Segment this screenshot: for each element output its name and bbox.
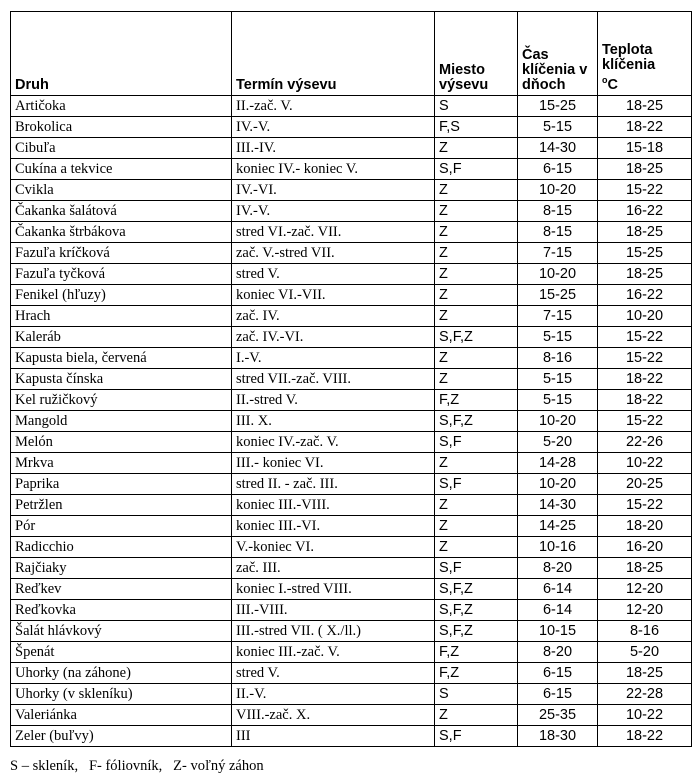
miesto-cell: Z: [435, 495, 518, 516]
table-row: [11, 663, 692, 684]
table-row: [11, 348, 692, 369]
vegetable-sowing-table-container: [10, 11, 691, 747]
cas-cell: 5-15: [518, 390, 598, 411]
druh-cell: Kapusta čínska: [11, 369, 232, 390]
termin-cell: II.-zač. V.: [232, 96, 435, 117]
druh-cell: Kapusta biela, červená: [11, 348, 232, 369]
termin-cell: I.-V.: [232, 348, 435, 369]
druh-cell: Kaleráb: [11, 327, 232, 348]
druh-cell: Cibuľa: [11, 138, 232, 159]
teplota-cell: 10-22: [598, 705, 692, 726]
cas-cell: 10-15: [518, 621, 598, 642]
termin-cell: II.-V.: [232, 684, 435, 705]
teplota-cell: 12-20: [598, 579, 692, 600]
table-row: [11, 516, 692, 537]
teplota-cell: 15-22: [598, 411, 692, 432]
header-druh: Druh: [11, 12, 232, 96]
table-row: [11, 369, 692, 390]
header-teplota-unit: [602, 73, 687, 93]
termin-cell: koniec III.-VI.: [232, 516, 435, 537]
table-row: [11, 453, 692, 474]
druh-cell: Šalát hlávkový: [11, 621, 232, 642]
druh-cell: Cvikla: [11, 180, 232, 201]
vegetable-sowing-table: [10, 11, 692, 747]
termin-cell: koniec VI.-VII.: [232, 285, 435, 306]
cas-cell: 5-15: [518, 117, 598, 138]
miesto-cell: Z: [435, 201, 518, 222]
header-teplota-klicenia: [598, 12, 692, 96]
table-row: [11, 327, 692, 348]
table-row: [11, 411, 692, 432]
cas-cell: 8-20: [518, 558, 598, 579]
miesto-cell: Z: [435, 222, 518, 243]
termin-cell: koniec III.-VIII.: [232, 495, 435, 516]
miesto-cell: Z: [435, 138, 518, 159]
cas-cell: 6-15: [518, 159, 598, 180]
teplota-cell: 15-22: [598, 495, 692, 516]
cas-cell: 18-30: [518, 726, 598, 747]
teplota-cell: 18-22: [598, 117, 692, 138]
druh-cell: Hrach: [11, 306, 232, 327]
legend-note: S – skleník, F- fóliovník, Z- voľný záhon: [10, 758, 264, 774]
cas-cell: 5-15: [518, 327, 598, 348]
termin-cell: zač. III.: [232, 558, 435, 579]
teplota-cell: 18-25: [598, 159, 692, 180]
teplota-cell: 10-22: [598, 453, 692, 474]
teplota-cell: 16-20: [598, 537, 692, 558]
cas-cell: 8-16: [518, 348, 598, 369]
teplota-cell: 18-22: [598, 369, 692, 390]
miesto-cell: F,Z: [435, 390, 518, 411]
teplota-cell: 15-18: [598, 138, 692, 159]
termin-cell: III.-stred VII. ( X./ll.): [232, 621, 435, 642]
druh-cell: Artičoka: [11, 96, 232, 117]
druh-cell: Pór: [11, 516, 232, 537]
cas-cell: 8-20: [518, 642, 598, 663]
druh-cell: Fazuľa tyčková: [11, 264, 232, 285]
table-row: [11, 495, 692, 516]
miesto-cell: Z: [435, 285, 518, 306]
druh-cell: Fenikel (hľuzy): [11, 285, 232, 306]
teplota-cell: 16-22: [598, 201, 692, 222]
termin-cell: III.-VIII.: [232, 600, 435, 621]
cas-cell: 5-15: [518, 369, 598, 390]
cas-cell: 6-14: [518, 579, 598, 600]
cas-cell: 14-30: [518, 138, 598, 159]
header-miesto-vysevu: [435, 12, 518, 96]
header-termin-vysevu: Termín výsevu: [232, 12, 435, 96]
miesto-cell: S,F,Z: [435, 621, 518, 642]
table-row: [11, 264, 692, 285]
teplota-cell: 18-25: [598, 663, 692, 684]
cas-cell: 25-35: [518, 705, 598, 726]
miesto-cell: S,F: [435, 159, 518, 180]
cas-cell: 8-15: [518, 201, 598, 222]
table-row: [11, 117, 692, 138]
druh-cell: Mrkva: [11, 453, 232, 474]
druh-cell: Reďkovka: [11, 600, 232, 621]
table-row: [11, 621, 692, 642]
termin-cell: zač. IV.: [232, 306, 435, 327]
druh-cell: Reďkev: [11, 579, 232, 600]
termin-cell: III. X.: [232, 411, 435, 432]
degree-symbol: o: [602, 75, 608, 85]
table-row: [11, 684, 692, 705]
cas-cell: 6-15: [518, 684, 598, 705]
teplota-cell: 10-20: [598, 306, 692, 327]
termin-cell: koniec I.-stred VIII.: [232, 579, 435, 600]
cas-cell: 6-15: [518, 663, 598, 684]
druh-cell: Valeriánka: [11, 705, 232, 726]
table-row: [11, 537, 692, 558]
termin-cell: zač. IV.-VI.: [232, 327, 435, 348]
druh-cell: Paprika: [11, 474, 232, 495]
miesto-cell: F,Z: [435, 663, 518, 684]
table-row: [11, 201, 692, 222]
table-row: [11, 159, 692, 180]
teplota-cell: 5-20: [598, 642, 692, 663]
cas-cell: 10-20: [518, 474, 598, 495]
miesto-cell: S,F: [435, 726, 518, 747]
druh-cell: Čakanka štrbákova: [11, 222, 232, 243]
cas-cell: 10-16: [518, 537, 598, 558]
table-row: [11, 222, 692, 243]
header-cas-label: Čas klíčenia v dňoch: [522, 47, 588, 93]
miesto-cell: S,F,Z: [435, 600, 518, 621]
teplota-cell: 18-25: [598, 96, 692, 117]
druh-cell: Čakanka šalátová: [11, 201, 232, 222]
termin-cell: koniec IV.- koniec V.: [232, 159, 435, 180]
miesto-cell: S: [435, 96, 518, 117]
termin-cell: stred V.: [232, 264, 435, 285]
cas-cell: 8-15: [518, 222, 598, 243]
miesto-cell: S,F,Z: [435, 579, 518, 600]
druh-cell: Zeler (buľvy): [11, 726, 232, 747]
teplota-cell: 15-22: [598, 327, 692, 348]
miesto-cell: S: [435, 684, 518, 705]
miesto-cell: S,F,Z: [435, 327, 518, 348]
cas-cell: 5-20: [518, 432, 598, 453]
table-row: [11, 96, 692, 117]
table-row: [11, 474, 692, 495]
termin-cell: zač. V.-stred VII.: [232, 243, 435, 264]
teplota-cell: 18-25: [598, 558, 692, 579]
table-row: [11, 180, 692, 201]
teplota-cell: 12-20: [598, 600, 692, 621]
teplota-cell: 8-16: [598, 621, 692, 642]
teplota-cell: 16-22: [598, 285, 692, 306]
miesto-cell: Z: [435, 705, 518, 726]
cas-cell: 7-15: [518, 306, 598, 327]
termin-cell: stred VII.-zač. VIII.: [232, 369, 435, 390]
termin-cell: VIII.-zač. X.: [232, 705, 435, 726]
header-teplota-label: Teplota klíčenia: [602, 42, 656, 73]
miesto-cell: Z: [435, 369, 518, 390]
druh-cell: Rajčiaky: [11, 558, 232, 579]
teplota-cell: 18-20: [598, 516, 692, 537]
druh-cell: Petržlen: [11, 495, 232, 516]
teplota-cell: 18-22: [598, 390, 692, 411]
table-row: [11, 432, 692, 453]
miesto-cell: Z: [435, 243, 518, 264]
teplota-cell: 18-25: [598, 264, 692, 285]
table-row: [11, 600, 692, 621]
termin-cell: IV.-V.: [232, 201, 435, 222]
termin-cell: III.-IV.: [232, 138, 435, 159]
header-miesto-label: Miesto výsevu: [439, 62, 489, 93]
termin-cell: stred II. - zač. III.: [232, 474, 435, 495]
cas-cell: 10-20: [518, 264, 598, 285]
termin-cell: II.-stred V.: [232, 390, 435, 411]
table-row: [11, 726, 692, 747]
cas-cell: 10-20: [518, 180, 598, 201]
table-body: [11, 96, 692, 747]
miesto-cell: F,S: [435, 117, 518, 138]
druh-cell: Kel ružičkový: [11, 390, 232, 411]
cas-cell: 15-25: [518, 96, 598, 117]
termin-cell: IV.-VI.: [232, 180, 435, 201]
druh-cell: Cukína a tekvice: [11, 159, 232, 180]
miesto-cell: S,F: [435, 474, 518, 495]
teplota-cell: 18-22: [598, 726, 692, 747]
miesto-cell: Z: [435, 516, 518, 537]
druh-cell: Špenát: [11, 642, 232, 663]
table-row: [11, 642, 692, 663]
miesto-cell: F,Z: [435, 642, 518, 663]
druh-cell: Uhorky (na záhone): [11, 663, 232, 684]
celsius-unit: C: [607, 77, 618, 93]
miesto-cell: Z: [435, 537, 518, 558]
termin-cell: III.- koniec VI.: [232, 453, 435, 474]
termin-cell: III: [232, 726, 435, 747]
druh-cell: Brokolica: [11, 117, 232, 138]
table-row: [11, 243, 692, 264]
termin-cell: IV.-V.: [232, 117, 435, 138]
table-row: [11, 285, 692, 306]
miesto-cell: S,F,Z: [435, 411, 518, 432]
miesto-cell: Z: [435, 264, 518, 285]
teplota-cell: 22-28: [598, 684, 692, 705]
miesto-cell: Z: [435, 306, 518, 327]
teplota-cell: 15-25: [598, 243, 692, 264]
cas-cell: 14-25: [518, 516, 598, 537]
miesto-cell: Z: [435, 348, 518, 369]
table-row: [11, 306, 692, 327]
miesto-cell: Z: [435, 180, 518, 201]
header-cas-klicenia: [518, 12, 598, 96]
druh-cell: Melón: [11, 432, 232, 453]
teplota-cell: 18-25: [598, 222, 692, 243]
druh-cell: Uhorky (v skleníku): [11, 684, 232, 705]
cas-cell: 10-20: [518, 411, 598, 432]
termin-cell: koniec III.-zač. V.: [232, 642, 435, 663]
table-row: [11, 390, 692, 411]
termin-cell: V.-koniec VI.: [232, 537, 435, 558]
teplota-cell: 15-22: [598, 348, 692, 369]
table-row: [11, 558, 692, 579]
table-row: [11, 705, 692, 726]
miesto-cell: S,F: [435, 558, 518, 579]
termin-cell: stred V.: [232, 663, 435, 684]
termin-cell: stred VI.-zač. VII.: [232, 222, 435, 243]
druh-cell: Fazuľa kríčková: [11, 243, 232, 264]
table-header-row: [11, 12, 692, 96]
table-row: [11, 138, 692, 159]
teplota-cell: 22-26: [598, 432, 692, 453]
cas-cell: 14-30: [518, 495, 598, 516]
miesto-cell: S,F: [435, 432, 518, 453]
druh-cell: Radicchio: [11, 537, 232, 558]
termin-cell: koniec IV.-zač. V.: [232, 432, 435, 453]
cas-cell: 15-25: [518, 285, 598, 306]
cas-cell: 14-28: [518, 453, 598, 474]
cas-cell: 7-15: [518, 243, 598, 264]
teplota-cell: 20-25: [598, 474, 692, 495]
cas-cell: 6-14: [518, 600, 598, 621]
table-row: [11, 579, 692, 600]
miesto-cell: Z: [435, 453, 518, 474]
teplota-cell: 15-22: [598, 180, 692, 201]
druh-cell: Mangold: [11, 411, 232, 432]
